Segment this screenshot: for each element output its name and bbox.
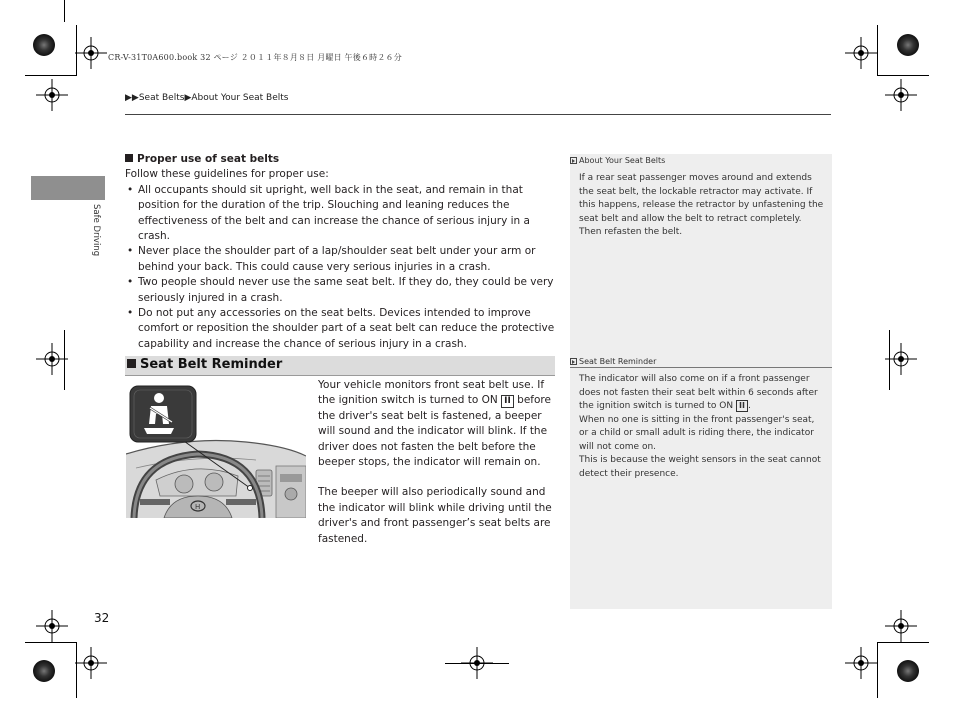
crosshair-circle-icon [75,37,107,69]
breadcrumb-item-about: About Your Seat Belts [191,93,289,103]
breadcrumb-link-seat-belts[interactable]: Seat Belts [138,93,185,103]
section-title: Seat Belt Reminder [127,357,282,372]
proper-use-intro: Follow these guidelines for proper use: [125,168,329,181]
note2-paragraph-2: When no one is sitting in the front passenger's seat, or a child or small adult is riding there, the indicator will not come on. [579,414,815,452]
rosette-icon [33,34,55,56]
note2-paragraph-1: The indicator will also come on if a front passenger does not fasten their seat belt within 6 seconds after the ignition switch is turned to ON II . [579,374,818,411]
crosshair-circle-icon [885,610,917,642]
proper-use-section [125,152,557,352]
crosshair-circle-icon [36,610,68,642]
note-arrow-icon [570,358,577,365]
reminder-paragraph-1: Your vehicle monitors front seat belt use. If the ignition switch is turned to ON II before the driver's seat belt is fastened, a beeper will sound and the indicator will blink. If the driver does not fasten the belt before the beeper stops, the indicator will remain on. [318,379,551,469]
note2-text [579,373,825,481]
crosshair-circle-icon [36,79,68,111]
breadcrumb [125,93,289,103]
ignition-position-label: II [736,400,748,412]
list-item: • All occupants should sit upright, well back in the seat, and remain in that position for the duration of the trip. Slouching and leaning reduces the effectiveness of the belt and can increase the chance of serious injury in a crash. [125,183,557,245]
note2-paragraph-3: This is because the weight sensors in the seat cannot detect their presence. [579,455,821,479]
triangle-right-icon: ▶ [184,93,192,103]
square-bullet-icon [125,154,133,162]
crosshair-circle-icon [75,647,107,679]
note-arrow-icon [570,157,577,164]
note1-heading: About Your Seat Belts [570,156,665,165]
reminder-paragraph-2: The beeper will also periodically sound and the indicator will blink while driving until the driver's and front passenger’s seat belts are fastened. [318,486,552,545]
list-item: • Do not put any accessories on the seat belts. Devices intended to improve comfort or reposition the shoulder part of a seat belt can reduce the protective capability and increase the chance of serious injury in a crash. [125,306,557,352]
crosshair-circle-icon [885,79,917,111]
side-tab-label: Safe Driving [91,204,101,257]
header-rule [125,114,831,115]
page-number: 32 [94,611,110,625]
note-divider [570,367,832,368]
proper-use-heading: Proper use of seat belts [125,152,557,167]
square-bullet-icon [127,359,136,368]
ignition-position-label: II [501,395,514,408]
crosshair-circle-icon [845,647,877,679]
svg-text:H: H [195,503,201,511]
print-header: CR-V-31T0A600.book 32 ページ ２０１１年８月８日 月曜日 午後６時２６分 [108,53,402,62]
crosshair-circle-icon [845,37,877,69]
side-tab[interactable] [31,176,105,200]
list-item: • Two people should never use the same seat belt. If they do, they could be very seriously injured in a crash. [125,275,557,306]
triangle-right-icon: ▶▶ [125,93,139,103]
rosette-icon [897,34,919,56]
note2-heading: Seat Belt Reminder [570,357,656,366]
dashboard-illustration [126,384,306,518]
proper-use-list [125,183,557,352]
list-item: • Never place the shoulder part of a lap/shoulder seat belt under your arm or behind your back. This could cause very serious injuries in a crash. [125,244,557,275]
rosette-icon [897,660,919,682]
reminder-text [318,378,554,547]
rosette-icon [33,660,55,682]
note1-text: If a rear seat passenger moves around and extends the seat belt, the lockable retractor may activate. If this happens, release the retractor by unfastening the seat belt and allow the belt to retract completely. Then refasten the belt. [579,173,824,237]
